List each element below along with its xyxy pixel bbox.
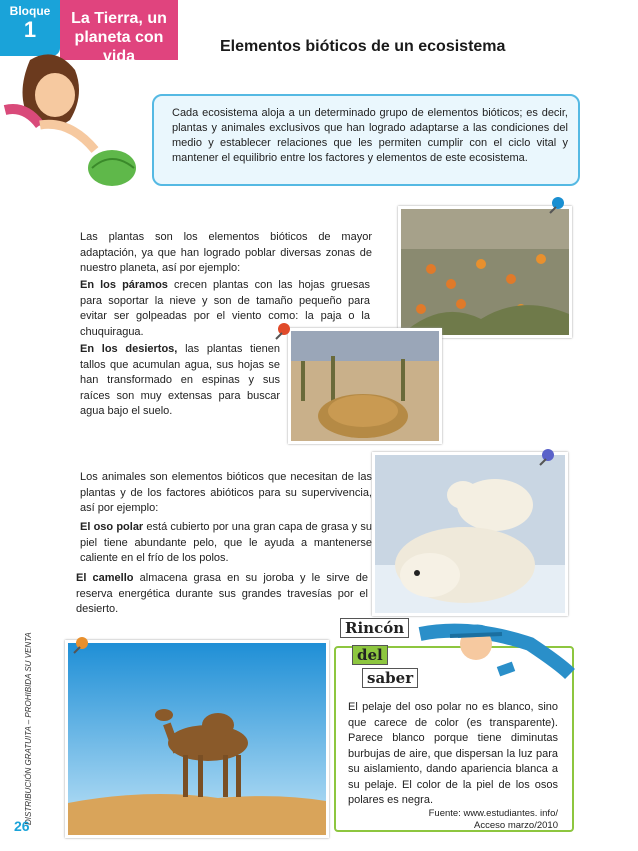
- rincon-title: [340, 618, 409, 638]
- chapter-line-1: La Tierra, un: [71, 10, 167, 27]
- paramo-plants-photo: [398, 206, 572, 338]
- source-line-2: Acceso marzo/2010: [474, 820, 558, 831]
- sidebar-distribution-text: [22, 540, 34, 830]
- rincon-word-3: saber: [362, 668, 418, 688]
- pushpin-icon: [548, 196, 566, 214]
- rincon-source: [400, 808, 558, 832]
- rincon-text: El pelaje del oso polar no es blanco, sino que carece de color (es transparente). Parece blanco porque tiene diminutas burbujas de aire, que dispersan la luz para su aislamiento, dando apariencia blanca a su pelaje. El color de la piel de los osos polares es negra.: [348, 701, 558, 806]
- bloque-label: Bloque: [9, 4, 51, 18]
- bloque-number: 1: [23, 17, 37, 42]
- paramos-label: En los páramos: [80, 279, 168, 291]
- rincon-title-2: [352, 645, 388, 665]
- camello-text: almacena grasa en su joroba y le sirve de reserva energética durante sus grandes travesías por el desierto.: [76, 572, 369, 615]
- page-number: 26: [14, 818, 30, 834]
- rincon-word-1: Rincón: [340, 618, 409, 638]
- boy-reading-illustration: [410, 604, 578, 688]
- pushpin-icon: [72, 636, 90, 654]
- camel-photo: [65, 640, 329, 838]
- desiertos-text: las plantas tienen tallos que acumulan agua, sus hojas se han transformado en espinas y sus raíces son muy extensas para buscar agua bajo el suelo.: [80, 343, 281, 417]
- oso-text: está cubierto por una gran capa de grasa y su piel tiene abundante pelo, que le ayuda a mantenerse caliente en el frío de los polos.: [80, 521, 372, 564]
- paramos-text: crecen plantas con las hojas gruesas para soportar la nieve y son de tamaño pequeño para evitar ser golpeadas por el viento como: la paja o la chuquiragua.: [80, 279, 370, 338]
- page-title: Elementos bióticos de un ecosistema: [220, 38, 506, 55]
- sidebar-text: DISTRIBUCIÓN GRATUITA – PROHIBIDA SU VENTA: [24, 632, 33, 825]
- chapter-line-2: planeta con vida: [74, 29, 164, 65]
- pushpin-icon: [538, 448, 556, 466]
- source-line-1: Fuente: www.estudiantes. info/: [428, 808, 558, 819]
- intro-bubble: [152, 94, 580, 186]
- animals-camello: [76, 571, 368, 618]
- rincon-word-2: del: [352, 645, 388, 665]
- plants-intro: Las plantas son los elementos bióticos de mayor adaptación, ya que han logrado poblar diversas zonas de nuestro planeta, así por ejemplo:: [80, 231, 372, 274]
- desert-cactus-photo: [288, 328, 442, 444]
- plants-desiertos: [80, 342, 280, 420]
- desiertos-label: En los desiertos,: [80, 343, 178, 355]
- oso-label: El oso polar: [80, 521, 144, 533]
- intro-text: Cada ecosistema aloja a un determinado grupo de elementos bióticos; es decir, plantas y animales exclusivos que han logrado adaptarse a las condiciones del medio y establecer relaciones que les permiten cumplir con el ciclo vital y mantener el equilibrio entre los factores y elementos de este ecosistema.: [172, 107, 568, 164]
- animals-intro: Los animales son elementos bióticos que necesitan de las plantas y de los factores abióticos para su supervivencia, así por ejemplo:: [80, 471, 372, 514]
- polar-bear-photo: [372, 452, 568, 616]
- animals-oso: [80, 520, 372, 567]
- girl-illustration: [0, 50, 150, 190]
- camello-label: El camello: [76, 572, 134, 584]
- bloque-tab: [0, 0, 60, 56]
- pushpin-icon: [274, 322, 292, 340]
